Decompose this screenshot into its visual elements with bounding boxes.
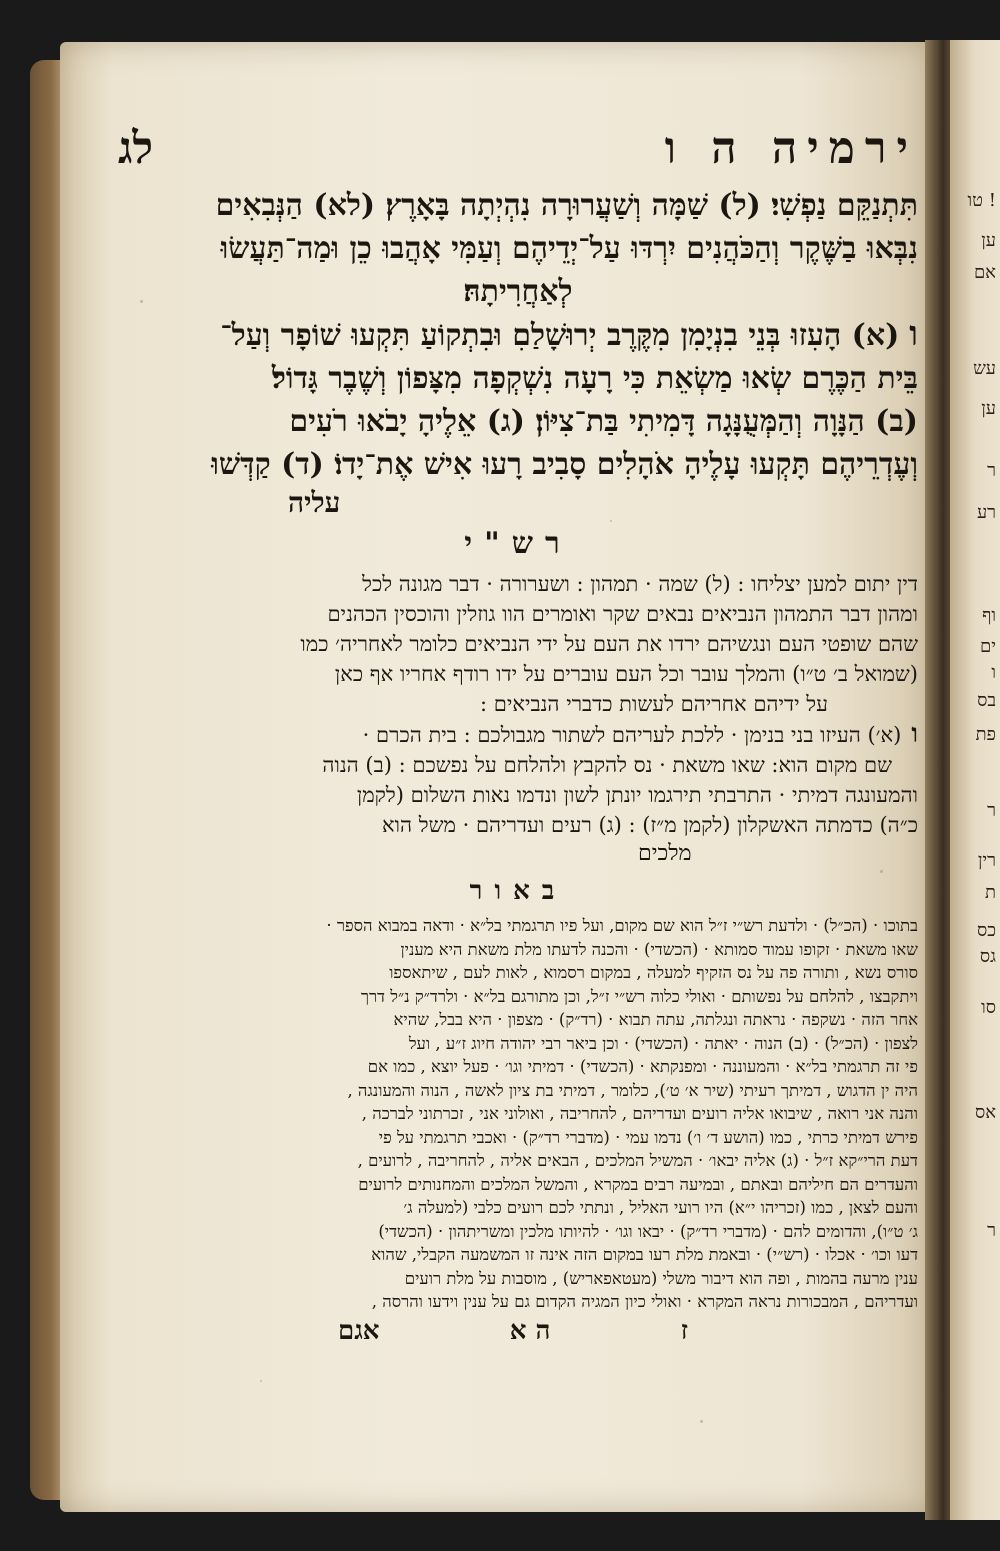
- chapter-marker: ו: [909, 314, 918, 354]
- facing-page-fragment: ת: [985, 882, 996, 903]
- paper-speck: [260, 1380, 262, 1382]
- biur-line: והנה אני רואה , שיבואו אליה רועים ועדריהם , להחריבה , ואולוני אני , זכרתוני לברכה ,: [361, 1104, 918, 1123]
- book-title: ירמיה ה ו: [664, 122, 918, 174]
- rashi-line: והמעונגה דמיתי · התרבתי תירגמו יונתן לשון ונדמו נאות השלום (לקמן: [356, 783, 918, 807]
- facing-page-fragment: רע: [976, 502, 996, 523]
- facing-page-fragment: ים: [980, 636, 996, 657]
- biur-line: אחר הזה · נשקפה · נראתה ונגלתה, עתה תבוא · (רד״ק) · מצפון · היא בבל, שהיא: [393, 1010, 918, 1029]
- rashi-commentary: [118, 569, 918, 840]
- biur-line: פירש דמיתי כרתי , כמו (הושע ד׳ ו׳) נדמו עמי · (מדברי רד״ק) · ואכבי תרגמתי על פי: [378, 1127, 918, 1147]
- biur-line: והעדרים הם חיליהם ובאתם , ובמיעה רבים במקרא , והמשל המלכים והמחנותים לרועים: [358, 1174, 918, 1194]
- biur-line: ויתקבצו , להלחם על נפשותם · ואולי כלוה רש״י ז״ל, וכן מתורגם בל״א · ולרד״ק נ״ל דרך: [360, 986, 918, 1006]
- page-number: לג: [118, 122, 154, 174]
- facing-page-fragment: טו !: [967, 190, 996, 211]
- rashi-line-text: (א׳) העיזו בני בנימן · ללכת לעריהם לשתור מגבולכם : בית הכרם ·: [362, 723, 902, 747]
- biur-line: והעם לצאן , כמו (זכריהו י״א) היו רועי האליל , ונתתי לכם רועים כלבי (למעלה ג׳: [403, 1198, 918, 1217]
- rashi-line: שם מקום הוא: שאו משאת · נס להקבץ ולהלחם על נפשכם : (ב) הנוה: [322, 753, 892, 777]
- facing-page-fragment: רין: [977, 850, 996, 871]
- rashi-line: כ״ה) כדמתה האשקלון (לקמן מ״ז) : (ג) רעים ועדריהם · משל הוא: [382, 813, 918, 837]
- facing-page-fragment: ען: [981, 398, 996, 419]
- facing-page-fragment: כס: [976, 920, 996, 941]
- scripture-line: [118, 313, 918, 357]
- signature-mark: ז: [680, 1315, 688, 1346]
- rashi-line: שהם שופטי העם ונגשיהם ירדו את העם על ידי הנביאים כלומר לאחריה׳ כמו: [300, 632, 918, 656]
- facing-page-fragment: אס: [974, 1102, 996, 1123]
- facing-page-fragment: בס: [977, 690, 996, 711]
- rashi-heading: רש"י: [464, 526, 572, 561]
- facing-page-fragment: פת: [975, 724, 996, 745]
- facing-page-fragment: ען: [981, 230, 996, 251]
- biur-line: שאו משאת · זקופו עמוד סמותא · (הכשדי) · והכנה לדעתו מלת משאת היא מענין: [400, 939, 918, 959]
- scripture-line: (ב) הַנָּוָה וְהַמְּעֻנָּגָה דָּמִיתִי בַּת־צִיּוֹן׃ (ג) אֵלֶיהָ יָבֹאוּ רֹעִים: [289, 404, 918, 439]
- catchword-middle: מלכים: [638, 841, 692, 866]
- facing-page-fragment: ו: [991, 662, 996, 683]
- catchword-bottom: אגם: [338, 1315, 380, 1346]
- scripture-line: נִבְּאוּ בַשֶּׁקֶר וְהַכֹּהֲנִים יִרְדּוּ עַל־יְדֵיהֶם וְעַמִּי אָהֲבוּ כֵן וּמַה־תַּעֲשׂוּ: [220, 231, 918, 266]
- paper-speck: [140, 300, 143, 303]
- paper-speck: [610, 520, 612, 522]
- facing-page-fragment: גס: [979, 946, 996, 967]
- biur-line: ענין מרעה בהמות , ופה הוא דיבור משלי (מעטאפאריש) , מוסבות על מלת רועים: [404, 1268, 918, 1288]
- running-header: [118, 118, 918, 178]
- biur-commentary: [118, 914, 918, 1314]
- facing-page-fragment: ר: [987, 1220, 996, 1241]
- facing-page-fragment: אם: [973, 262, 996, 283]
- facing-page-fragment: ר: [987, 460, 996, 481]
- rashi-line: ומהון דבר התמהון הנביאים נבאים שקר ואומרים הוו גוזלין והוכסין הכהנים: [327, 602, 918, 626]
- rashi-line: דין יתום למען יצליחו : (ל) שמה · תמהון : ושערורה · דבר מגונה לכל: [362, 572, 918, 596]
- signature-mark: ה א: [509, 1315, 551, 1346]
- biur-line: בתוכו · (הכ״ל) · ולדעת רש״י ז״ל הוא שם מקום, ועל פיו תרגמתי בל״א · ודאה במבוא הספר ·: [326, 916, 918, 935]
- facing-page-fragment: סו: [981, 997, 996, 1018]
- rashi-line: [118, 719, 918, 750]
- page-content: [118, 118, 918, 1346]
- scripture-text: [118, 184, 918, 486]
- biur-line: דעו וכו׳ · אכלו · (רש״י) · ובאמת מלת רעו במקום הזה אינה זו המשמעה הקבלי, שהוא: [371, 1245, 918, 1264]
- paper-speck: [880, 870, 883, 873]
- biur-line: דעת הרי״קא ז״ל · (ג) אליה יבאו׳ · המשיל המלכים , הבאים אליה , להחריבה , לרועים ,: [357, 1151, 918, 1170]
- scripture-line: לְאַחֲרִיתָהּ׃: [463, 274, 573, 309]
- facing-page-fragment: וף: [982, 605, 996, 626]
- catchword-top: עליה: [288, 486, 341, 519]
- scripture-line: בֵּית הַכֶּרֶם שְׂאוּ מַשְׂאֵת כִּי רָעָה נִשְׁקְפָה מִצָּפוֹן וְשֶׁבֶר גָּדוֹל׃: [271, 361, 918, 396]
- biur-heading: באור: [469, 876, 567, 906]
- biur-line: ועדריהם , המבכורות נראה המקרא · ואולי כיון המגיה הקדום גם על ענין וידעו והרסה ,: [371, 1292, 918, 1311]
- facing-page-edge: [950, 40, 1000, 1520]
- scripture-line: תִּתְנַקֵּם נַפְשִׁי׃ (ל) שַׁמָּה וְשַׁעֲרוּרָה נִהְיְתָה בָּאָרֶץ׃ (לא) הַנְּבִאִים: [215, 188, 918, 223]
- rashi-line: על ידיהם אחריהם לעשות כדברי הנביאים :: [480, 692, 828, 716]
- signature-line: [118, 1316, 918, 1346]
- biur-line: היה ין הדגוש , דמיתך רעיתי (שיר א׳ ט׳), כלומר , דמיתי בת ציון לאשה , הנוה והמעונגה ,: [347, 1080, 918, 1100]
- scripture-line: וְעֶדְרֵיהֶם תָּקְעוּ עָלֶיהָ אֹהָלִים סָבִיב רָעוּ אִישׁ אֶת־יָדוֹ׃ (ד) קַדְּשׁוּ: [211, 447, 918, 482]
- biur-line: סורס נשא , ותורה פה על נס הזקיף למעלה , במקום רסמוא , לאות לעם , שיתאספו: [389, 963, 918, 982]
- biur-line: פי זה תרגמתי בל״א · והמעוננה · ומפנקתא · (הכשדי) · דמיתי וגו׳ · פעל יוצא , כמו אם: [367, 1057, 918, 1076]
- facing-page-fragment: ר: [987, 800, 996, 821]
- scripture-line-text: (א) הָעִזוּ בְּנֵי בִנְיָמִן מִקֶּרֶב יְרוּשָׁלַםִ וּבִתְקוֹעַ תִּקְעוּ שׁוֹפָר וְעַל־: [220, 318, 900, 353]
- paper-speck: [700, 1420, 703, 1423]
- chapter-marker: ו: [911, 719, 918, 749]
- biur-line: ג׳ ט״ו), והדומים להם · (מדברי רד״ק) · יבאו וגו׳ · להיותו מלכין ומשריתהון · (הכשדי): [378, 1221, 918, 1241]
- facing-page-fragment: עש: [973, 358, 996, 379]
- biur-line: לצפון · (הכ״ל) · (ב) הנוה · יאתה · (הכשדי) · וכן ביאר רבי יהודה חיוג ז״ע , ועל: [408, 1033, 918, 1053]
- rashi-line: (שמואל ב׳ ט״ו) והמלך עובר וכל העם עוברים על ידו רודף אחריו אף כאן: [334, 662, 918, 686]
